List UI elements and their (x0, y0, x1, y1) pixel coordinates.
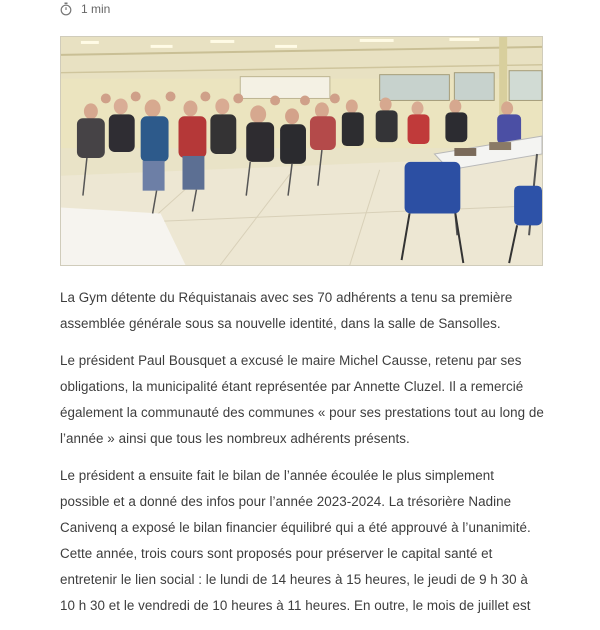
p3-line-2: possible et a donné des infos pour l’année 2023-2024. La trésorière Nadine (60, 494, 512, 509)
p2-line-3: également la communauté des communes « pour ses prestations tout au long de (60, 405, 544, 420)
stopwatch-icon (60, 2, 72, 16)
p3-line-6: 10 h 30 et le vendredi de 10 heures à 11 heures. En outre, le mois de juillet est (60, 598, 531, 613)
p3-line-4: Cette année, trois cours sont proposés pour préserver le capital santé et (60, 546, 493, 561)
p2-line-4: l’année » ainsi que tous les nombreux adhérents présents. (60, 431, 410, 446)
article-meta (60, 0, 110, 18)
p3-line-1: Le président a ensuite fait le bilan de l’année écoulée le plus simplement (60, 468, 494, 483)
article-body (60, 285, 548, 630)
group-meeting-photo (61, 37, 542, 265)
p3-line-3: Canivenq a exposé le bilan financier équilibré qui a été approuvé à l’unanimité. (60, 520, 531, 535)
paragraph-2 (60, 348, 548, 452)
paragraph-1 (60, 285, 548, 337)
p1-line-1: La Gym détente du Réquistanais avec ses 70 adhérents a tenu sa première (60, 290, 513, 305)
p1-line-2: assemblée générale sous sa nouvelle identité, dans la salle de Sansolles. (60, 316, 501, 331)
p2-line-1: Le président Paul Bousquet a excusé le maire Michel Causse, retenu par ses (60, 353, 522, 368)
paragraph-3 (60, 463, 548, 619)
reading-time: 1 min (81, 2, 111, 16)
p2-line-2: obligations, la municipalité étant représentée par Annette Cluzel. Il a remercié (60, 379, 524, 394)
p3-line-5: entretenir le lien social : le lundi de 14 heures à 15 heures, le jeudi de 9 h 30 à (60, 572, 528, 587)
article-photo (60, 36, 543, 266)
